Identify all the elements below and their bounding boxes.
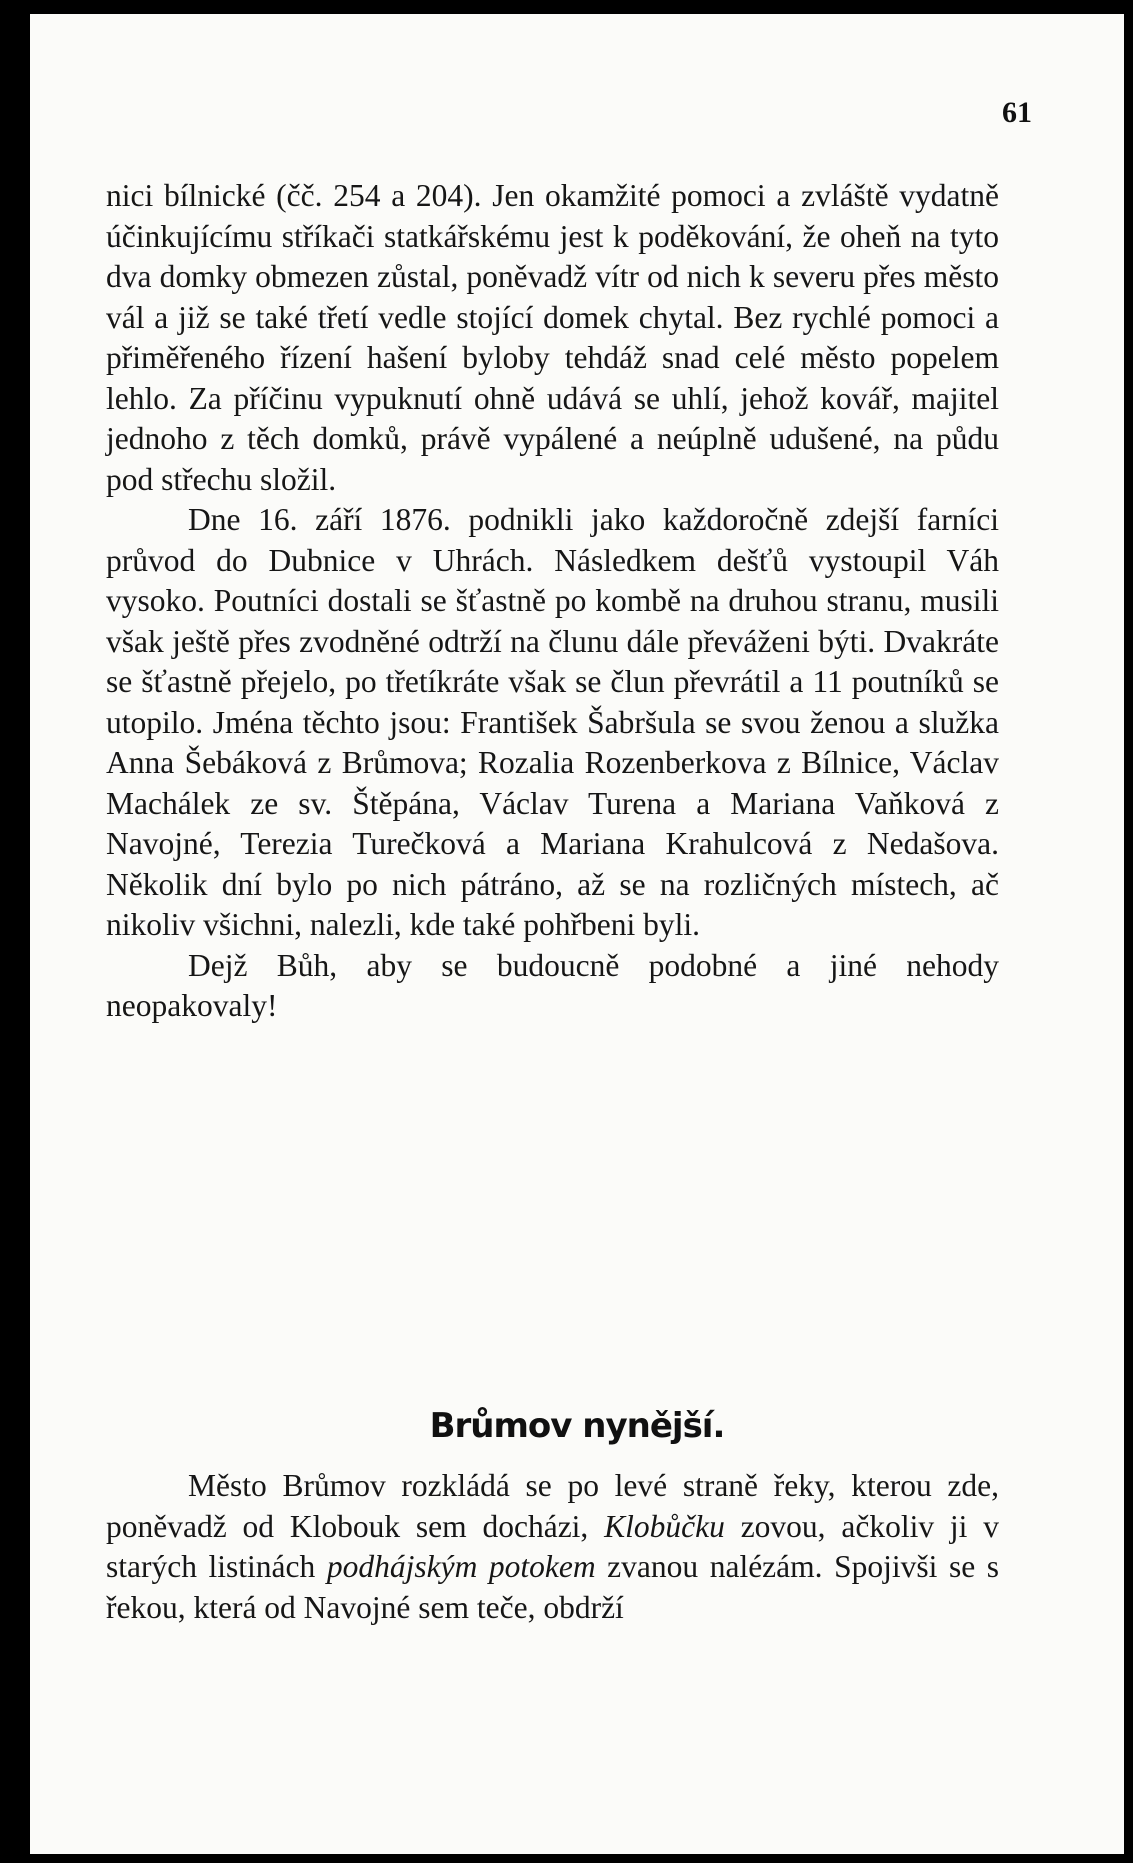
paragraph-pilgrimage: Dne 16. září 1876. podnikli jako každoročně zdejší farníci průvod do Dubnice v Uhrách. Následkem dešťů vystoupil Váh vysoko. Poutníci dostali se šťastně po kombě na druhou stranu, musili však ještě přes zvodněné odtrží na člunu dále převáženi býti. Dvakráte se šťastně přejelo, po třetíkráte však se člun převrátil a 11 poutníků se utopilo. Jména těchto jsou: František Šabršula se svou ženou a služka Anna Šebáková z Brůmova; Rozalia Rozenberkova z Bílnice, Václav Machálek ze sv. Štěpána, Václav Turena a Mariana Vaňková z Navojné, Terezia Turečková a Mariana Krahulcová z Nedašova. Několik dní bylo po nich pátráno, až se na rozličných místech, ač nikoliv všichni, nalezli, kde také pohřbeni byli. [106, 502, 999, 942]
section-heading: Brůmov nynější. [429, 1406, 725, 1446]
river-name-klobucka: Klobůčku [604, 1508, 725, 1544]
paragraph-brumov-part1: Město Brůmov rozkládá se po levé straně řeky, kterou zde, poněvadž od Klobouk sem docházi, [106, 1468, 999, 1544]
paragraph-brumov-part2: zovou, ačkoliv ji v starých listinách [106, 1508, 999, 1584]
text-section-fire-and-pilgrimage [106, 176, 999, 1027]
book-page [30, 14, 1124, 1854]
paragraph-brumov-part3: zvanou nalézám. Spojivši se s řekou, která od Navojné sem teče, obdrží [106, 1549, 1000, 1625]
paragraph-brumov [106, 1466, 999, 1628]
page-number: 61 [1002, 96, 1032, 129]
text-section-brumov [106, 1466, 999, 1628]
paragraph-wish: Dejž Bůh, aby se budoucně podobné a jiné nehody neopakovaly! [106, 947, 999, 1023]
river-name-podhajsky: podhájským potokem [326, 1549, 596, 1584]
paragraph-fire: nici bílnické (čč. 254 a 204). Jen okamžité pomoci a zvláště vydatně účinkujícímu stříkači statkářskému jest k poděkování, že oheň na tyto dva domky obmezen zůstal, poněvadž vítr od nich k severu přes město vál a již se také třetí vedle stojící domek chytal. Bez rychlé pomoci a přiměřeného řízení hašení byloby tehdáž snad celé město popelem lehlo. Za příčinu vypuknutí ohně udává se uhlí, jehož kovář, majitel jednoho z těch domků, právě vypálené a neúplně udušené, na půdu pod střechu složil. [106, 178, 999, 497]
